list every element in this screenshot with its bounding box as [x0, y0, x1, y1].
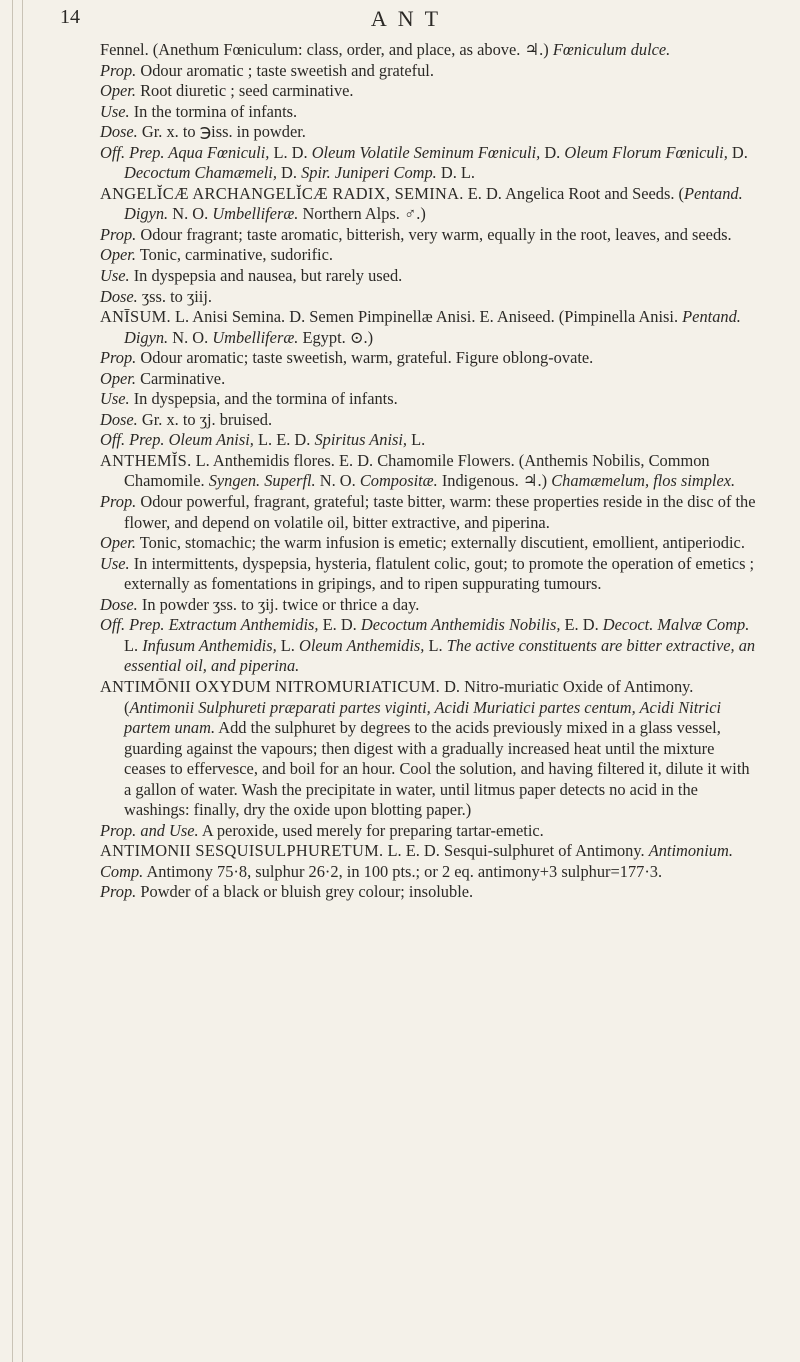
use-line: Use. In dyspepsia, and the tormina of infants. [100, 389, 398, 409]
page-body [100, 40, 758, 903]
use-line: Use. In intermittents, dyspepsia, hysteria, flatulent colic, gout; to promote the operation of emetics ; externally as fomentations in gripings, and to ripen suppurating tumours. [100, 553, 755, 594]
use-line: Use. In the tormina of infants. [100, 101, 298, 121]
page-number: 14 [60, 6, 80, 28]
entry-fennel [100, 40, 758, 184]
official-preparations: Off. Prep. Oleum Anisi, L. E. D. Spiritus Anisi, L. [100, 430, 426, 450]
operation-line: Oper. Tonic, stomachic; the warm infusion is emetic; externally discutient, emollient, antiperiodic. [100, 533, 745, 553]
operation-line: Oper. Carminative. [100, 368, 226, 388]
entry-anisum [100, 307, 758, 451]
entry-antimonii-oxydum [100, 677, 758, 841]
entry-heading: ANTHEMĬS. L. Anthemidis flores. E. D. Chamomile Flowers. (Anthemis Nobilis, Common Chamomile. Syngen. Superfl. N. O. Compositæ. Indigenous. ♃.) Chamæmelum, flos simplex. [100, 450, 736, 491]
use-line: Use. In dyspepsia and nausea, but rarely used. [100, 266, 403, 286]
page-header [60, 6, 760, 38]
dose-line: Dose. Gr. x. to ℈iss. in powder. [100, 122, 306, 142]
entry-heading: ANĪSUM. L. Anisi Semina. D. Semen Pimpinellæ Anisi. E. Aniseed. (Pimpinella Anisi. Pentand. Digyn. N. O. Umbelliferæ. Egypt. ⊙.) [100, 307, 741, 347]
properties-line: Prop. Odour powerful, fragrant, grateful; taste bitter, warm: these properties reside in the disc of the flower, and depend on volatile oil, bitter extractive, and piperina. [100, 492, 756, 532]
operation-line: Oper. Tonic, carminative, sudorific. [100, 245, 333, 265]
entry-angelica [100, 184, 758, 307]
operation-line: Oper. Root diuretic ; seed carminative. [100, 81, 354, 101]
binding-rule [12, 0, 13, 1362]
entry-heading: Fennel. (Anethum Fœniculum: class, order, and place, as above. ♃.) Fœniculum dulce. [100, 40, 671, 59]
entry-antimonii-sesquisulphuretum [100, 841, 758, 903]
running-head: ANT [370, 6, 450, 31]
perennial-symbol: ♃. [524, 40, 544, 59]
dose-line: Dose. In powder ʒss. to ʒij. twice or thrice a day. [100, 594, 420, 614]
dose-line: Dose. Gr. x. to ʒj. bruised. [100, 409, 273, 429]
properties-line: Prop. Odour fragrant; taste aromatic, bitterish, very warm, equally in the root, leaves, and seeds. [100, 224, 732, 244]
official-preparations: Off. Prep. Aqua Fœniculi, L. D. Oleum Volatile Seminum Fœniculi, D. Oleum Florum Fœniculi, D. Decoctum Chamæmeli, D. Spir. Juniperi Comp. D. L. [100, 142, 748, 183]
properties-line: Prop. Odour aromatic; taste sweetish, warm, grateful. Figure oblong-ovate. [100, 348, 594, 368]
entry-heading: ANTIMŌNII OXYDUM NITROMURIATICUM. D. Nitro-muriatic Oxide of Antimony. (Antimonii Sulphureti præparati partes viginti, Acidi Muriatici partes centum, Acidi Nitrici partem unam. Add the sulphuret by degrees to the acids previously mixed in a glass vessel, guarding against the vapours; then digest with a gradually increased heat until the mixture ceases to effervesce, and boil for an hour. Cool the solution, and having filtered it, dilute it with a gallon of water. Wash the precipitate in water, until litmus paper detects no acid in the washings: finally, dry the oxide upon blotting paper.) [100, 676, 750, 820]
official-preparations: Off. Prep. Extractum Anthemidis, E. D. Decoctum Anthemidis Nobilis, E. D. Decoct. Malvæ Comp. L. Infusum Anthemidis, L. Oleum Anthemidis, L. The active constituents are bitter extractive, an essential oil, and piperina. [100, 615, 756, 676]
entry-anthemis [100, 451, 758, 677]
properties-line: Prop. Powder of a black or bluish grey colour; insoluble. [100, 882, 474, 902]
entry-heading: ANTIMONII SESQUISULPHURETUM. L. E. D. Sesqui-sulphuret of Antimony. Antimonium. [100, 841, 733, 861]
properties-line: Prop. Odour aromatic ; taste sweetish and grateful. [100, 60, 434, 80]
composition-line: Comp. Antimony 75·8, sulphur 26·2, in 100 pts.; or 2 eq. antimony+3 sulphur=177·3. [100, 861, 663, 881]
properties-line: Prop. and Use. A peroxide, used merely for preparing tartar-emetic. [100, 820, 544, 840]
binding-rule [22, 0, 23, 1362]
dose-line: Dose. ʒss. to ʒiij. [100, 286, 213, 306]
entry-heading: ANGELĬCÆ ARCHANGELĬCÆ RADIX, SEMINA. E. D. Angelica Root and Seeds. (Pentand. Digyn. N. O. Umbelliferæ. Northern Alps. ♂.) [100, 183, 743, 224]
